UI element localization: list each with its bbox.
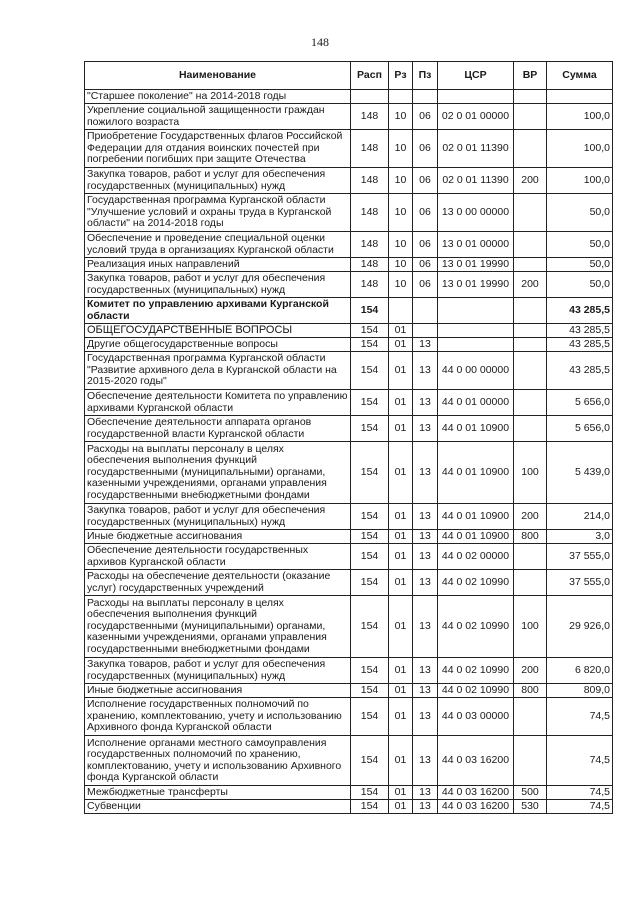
table-row (85, 504, 613, 530)
cell-pz: 13 (413, 416, 438, 442)
cell-rasp: 154 (351, 570, 389, 596)
table-row (85, 338, 613, 352)
cell-rasp: 154 (351, 698, 389, 736)
table-body (85, 90, 613, 814)
cell-csr: 44 0 03 00000 (438, 698, 514, 736)
cell-pz: 13 (413, 596, 438, 658)
cell-vr (514, 324, 547, 338)
cell-rasp: 154 (351, 596, 389, 658)
cell-pz: 13 (413, 684, 438, 698)
header-vr: ВР (514, 62, 547, 90)
cell-vr (514, 698, 547, 736)
cell-pz: 13 (413, 570, 438, 596)
cell-rz: 01 (389, 570, 413, 596)
cell-vr (514, 130, 547, 168)
cell-vr (514, 194, 547, 232)
cell-rasp: 154 (351, 800, 389, 814)
cell-sum: 100,0 (547, 130, 613, 168)
cell-vr: 100 (514, 596, 547, 658)
cell-vr: 200 (514, 168, 547, 194)
table-row (85, 736, 613, 786)
cell-pz: 13 (413, 800, 438, 814)
cell-vr: 200 (514, 504, 547, 530)
table-row (85, 416, 613, 442)
cell-sum (547, 90, 613, 104)
cell-csr: 44 0 02 10990 (438, 684, 514, 698)
cell-rasp: 154 (351, 298, 389, 324)
cell-pz: 13 (413, 698, 438, 736)
header-name: Наименование (85, 62, 351, 90)
cell-name: Государственная программа Курганской области "Развитие архивного дела в Курганской области на 2015-2020 годы" (85, 352, 351, 390)
cell-pz: 13 (413, 544, 438, 570)
cell-rasp: 154 (351, 352, 389, 390)
cell-pz: 13 (413, 736, 438, 786)
cell-rz: 01 (389, 530, 413, 544)
cell-csr: 44 0 00 00000 (438, 352, 514, 390)
cell-pz: 06 (413, 232, 438, 258)
cell-rz: 01 (389, 544, 413, 570)
table-row (85, 442, 613, 504)
cell-name: Комитет по управлению архивами Курганской области (85, 298, 351, 324)
cell-rz: 10 (389, 104, 413, 130)
cell-sum: 100,0 (547, 104, 613, 130)
cell-pz: 06 (413, 130, 438, 168)
cell-name: Расходы на обеспечение деятельности (оказание услуг) государственных учреждений (85, 570, 351, 596)
cell-vr: 500 (514, 786, 547, 800)
cell-vr (514, 416, 547, 442)
cell-sum: 43 285,5 (547, 324, 613, 338)
table-row (85, 570, 613, 596)
cell-vr (514, 390, 547, 416)
cell-rasp: 154 (351, 390, 389, 416)
table-row (85, 232, 613, 258)
cell-pz: 13 (413, 390, 438, 416)
cell-csr (438, 324, 514, 338)
cell-csr: 44 0 01 10900 (438, 530, 514, 544)
cell-name: Обеспечение деятельности аппарата органов государственной власти Курганской области (85, 416, 351, 442)
cell-csr: 44 0 01 10900 (438, 416, 514, 442)
cell-sum: 5 656,0 (547, 390, 613, 416)
cell-rasp: 154 (351, 504, 389, 530)
cell-rasp: 154 (351, 658, 389, 684)
cell-name: Закупка товаров, работ и услуг для обеспечения государственных (муниципальных) нужд (85, 168, 351, 194)
cell-name: Исполнение государственных полномочий по хранению, комплектованию, учету и использованию Архивного фонда Курганской области (85, 698, 351, 736)
cell-sum: 214,0 (547, 504, 613, 530)
cell-rz (389, 90, 413, 104)
cell-name: Другие общегосударственные вопросы (85, 338, 351, 352)
cell-rz: 01 (389, 504, 413, 530)
table-row (85, 544, 613, 570)
cell-name: Межбюджетные трансферты (85, 786, 351, 800)
cell-sum: 74,5 (547, 786, 613, 800)
cell-rz: 01 (389, 698, 413, 736)
cell-name: Государственная программа Курганской области "Улучшение условий и охраны труда в Курганской области" на 2014-2018 годы (85, 194, 351, 232)
cell-sum: 50,0 (547, 194, 613, 232)
cell-csr: 44 0 01 10900 (438, 504, 514, 530)
cell-rz: 01 (389, 352, 413, 390)
cell-pz (413, 90, 438, 104)
cell-rz: 10 (389, 258, 413, 272)
cell-csr: 13 0 01 19990 (438, 272, 514, 298)
cell-sum: 43 285,5 (547, 338, 613, 352)
cell-name: ОБЩЕГОСУДАРСТВЕННЫЕ ВОПРОСЫ (85, 324, 351, 338)
table-row (85, 258, 613, 272)
cell-name: Укрепление социальной защищенности граждан пожилого возраста (85, 104, 351, 130)
cell-csr (438, 90, 514, 104)
cell-rasp: 148 (351, 258, 389, 272)
cell-name: Субвенции (85, 800, 351, 814)
table-row (85, 530, 613, 544)
cell-pz: 13 (413, 442, 438, 504)
cell-rasp: 148 (351, 194, 389, 232)
table-row (85, 786, 613, 800)
cell-name: Приобретение Государственных флагов Российской Федерации для отдания воинских почестей при погребении погибших при защите Отечества (85, 130, 351, 168)
cell-sum: 29 926,0 (547, 596, 613, 658)
cell-sum: 6 820,0 (547, 658, 613, 684)
header-csr: ЦСР (438, 62, 514, 90)
cell-csr: 44 0 02 10990 (438, 570, 514, 596)
cell-sum: 74,5 (547, 800, 613, 814)
cell-rasp: 154 (351, 416, 389, 442)
table-row (85, 698, 613, 736)
cell-vr (514, 570, 547, 596)
cell-vr: 800 (514, 684, 547, 698)
table-row (85, 390, 613, 416)
table-row (85, 800, 613, 814)
cell-csr: 44 0 01 10900 (438, 442, 514, 504)
header-pz: Пз (413, 62, 438, 90)
cell-rasp: 154 (351, 324, 389, 338)
cell-pz: 13 (413, 786, 438, 800)
budget-table (84, 61, 613, 814)
header-rz: Рз (389, 62, 413, 90)
cell-sum: 37 555,0 (547, 570, 613, 596)
cell-vr (514, 338, 547, 352)
cell-csr: 44 0 01 00000 (438, 390, 514, 416)
cell-rz: 10 (389, 130, 413, 168)
cell-rasp: 154 (351, 736, 389, 786)
cell-sum: 3,0 (547, 530, 613, 544)
table-row (85, 168, 613, 194)
table-row (85, 596, 613, 658)
cell-vr (514, 90, 547, 104)
cell-name: Расходы на выплаты персоналу в целях обеспечения выполнения функций государственными (муниципальными) органами, казенными учреждениями, органами управления государственными внебюджетными фондами (85, 442, 351, 504)
cell-vr (514, 736, 547, 786)
cell-rasp: 154 (351, 338, 389, 352)
cell-csr: 13 0 01 00000 (438, 232, 514, 258)
table-row (85, 324, 613, 338)
cell-vr: 200 (514, 272, 547, 298)
cell-rz: 01 (389, 658, 413, 684)
cell-csr: 02 0 01 11390 (438, 168, 514, 194)
cell-name: Обеспечение деятельности Комитета по управлению архивами Курганской области (85, 390, 351, 416)
cell-pz (413, 298, 438, 324)
cell-rasp: 154 (351, 544, 389, 570)
cell-vr: 800 (514, 530, 547, 544)
cell-vr (514, 104, 547, 130)
cell-csr: 02 0 01 11390 (438, 130, 514, 168)
cell-pz: 06 (413, 194, 438, 232)
cell-name: Исполнение органами местного самоуправления государственных полномочий по хранению, комплектованию, учету и использованию Архивного фонда Курганской области (85, 736, 351, 786)
page-number: 148 (311, 35, 329, 49)
cell-vr (514, 298, 547, 324)
cell-vr (514, 232, 547, 258)
cell-sum: 74,5 (547, 736, 613, 786)
cell-csr: 44 0 03 16200 (438, 786, 514, 800)
cell-rz: 01 (389, 416, 413, 442)
cell-rz: 01 (389, 684, 413, 698)
cell-pz: 06 (413, 258, 438, 272)
cell-rz: 01 (389, 442, 413, 504)
cell-name: Обеспечение деятельности государственных архивов Курганской области (85, 544, 351, 570)
cell-sum: 50,0 (547, 272, 613, 298)
cell-rz: 01 (389, 596, 413, 658)
cell-csr: 02 0 01 00000 (438, 104, 514, 130)
cell-rasp: 148 (351, 272, 389, 298)
cell-vr: 530 (514, 800, 547, 814)
cell-name: "Старшее поколение" на 2014-2018 годы (85, 90, 351, 104)
cell-pz: 06 (413, 168, 438, 194)
cell-rz: 10 (389, 232, 413, 258)
cell-pz: 13 (413, 352, 438, 390)
cell-vr: 100 (514, 442, 547, 504)
table-row (85, 90, 613, 104)
table-row (85, 658, 613, 684)
table-header-row (85, 62, 613, 90)
cell-sum: 809,0 (547, 684, 613, 698)
cell-csr (438, 298, 514, 324)
cell-pz (413, 324, 438, 338)
cell-csr: 44 0 02 10990 (438, 658, 514, 684)
cell-name: Иные бюджетные ассигнования (85, 684, 351, 698)
cell-rz: 01 (389, 800, 413, 814)
cell-rasp: 148 (351, 104, 389, 130)
cell-rz: 01 (389, 390, 413, 416)
cell-vr (514, 544, 547, 570)
cell-rasp: 148 (351, 232, 389, 258)
cell-pz: 06 (413, 272, 438, 298)
cell-rasp: 148 (351, 130, 389, 168)
cell-sum: 5 656,0 (547, 416, 613, 442)
table-row (85, 298, 613, 324)
cell-csr: 44 0 03 16200 (438, 800, 514, 814)
cell-sum: 50,0 (547, 258, 613, 272)
cell-name: Расходы на выплаты персоналу в целях обеспечения выполнения функций государственными (муниципальными) органами, казенными учреждениями, органами управления государственными внебюджетными фондами (85, 596, 351, 658)
cell-sum: 43 285,5 (547, 352, 613, 390)
cell-rasp: 154 (351, 442, 389, 504)
header-rasp: Расп (351, 62, 389, 90)
cell-vr (514, 352, 547, 390)
cell-csr (438, 338, 514, 352)
cell-sum: 50,0 (547, 232, 613, 258)
cell-sum: 74,5 (547, 698, 613, 736)
cell-name: Закупка товаров, работ и услуг для обеспечения государственных (муниципальных) нужд (85, 272, 351, 298)
cell-csr: 44 0 02 10990 (438, 596, 514, 658)
cell-csr: 44 0 02 00000 (438, 544, 514, 570)
cell-sum: 37 555,0 (547, 544, 613, 570)
table-row (85, 352, 613, 390)
cell-rasp: 148 (351, 168, 389, 194)
cell-csr: 13 0 00 00000 (438, 194, 514, 232)
cell-pz: 13 (413, 504, 438, 530)
table-row (85, 194, 613, 232)
cell-rz: 01 (389, 338, 413, 352)
cell-sum: 100,0 (547, 168, 613, 194)
cell-name: Реализация иных направлений (85, 258, 351, 272)
cell-pz: 06 (413, 104, 438, 130)
cell-rasp: 154 (351, 786, 389, 800)
cell-name: Закупка товаров, работ и услуг для обеспечения государственных (муниципальных) нужд (85, 504, 351, 530)
header-sum: Сумма (547, 62, 613, 90)
table-row (85, 104, 613, 130)
cell-name: Обеспечение и проведение специальной оценки условий труда в организациях Курганской области (85, 232, 351, 258)
cell-rasp (351, 90, 389, 104)
cell-rz: 10 (389, 194, 413, 232)
table-row (85, 684, 613, 698)
cell-rz (389, 298, 413, 324)
cell-rasp: 154 (351, 530, 389, 544)
cell-pz: 13 (413, 338, 438, 352)
cell-pz: 13 (413, 530, 438, 544)
cell-rz: 01 (389, 736, 413, 786)
cell-rz: 10 (389, 272, 413, 298)
cell-vr (514, 258, 547, 272)
cell-rasp: 154 (351, 684, 389, 698)
cell-csr: 13 0 01 19990 (438, 258, 514, 272)
cell-name: Закупка товаров, работ и услуг для обеспечения государственных (муниципальных) нужд (85, 658, 351, 684)
cell-vr: 200 (514, 658, 547, 684)
table-row (85, 272, 613, 298)
cell-name: Иные бюджетные ассигнования (85, 530, 351, 544)
cell-csr: 44 0 03 16200 (438, 736, 514, 786)
cell-sum: 5 439,0 (547, 442, 613, 504)
cell-pz: 13 (413, 658, 438, 684)
table-row (85, 130, 613, 168)
cell-rz: 01 (389, 324, 413, 338)
cell-rz: 10 (389, 168, 413, 194)
cell-rz: 01 (389, 786, 413, 800)
cell-sum: 43 285,5 (547, 298, 613, 324)
